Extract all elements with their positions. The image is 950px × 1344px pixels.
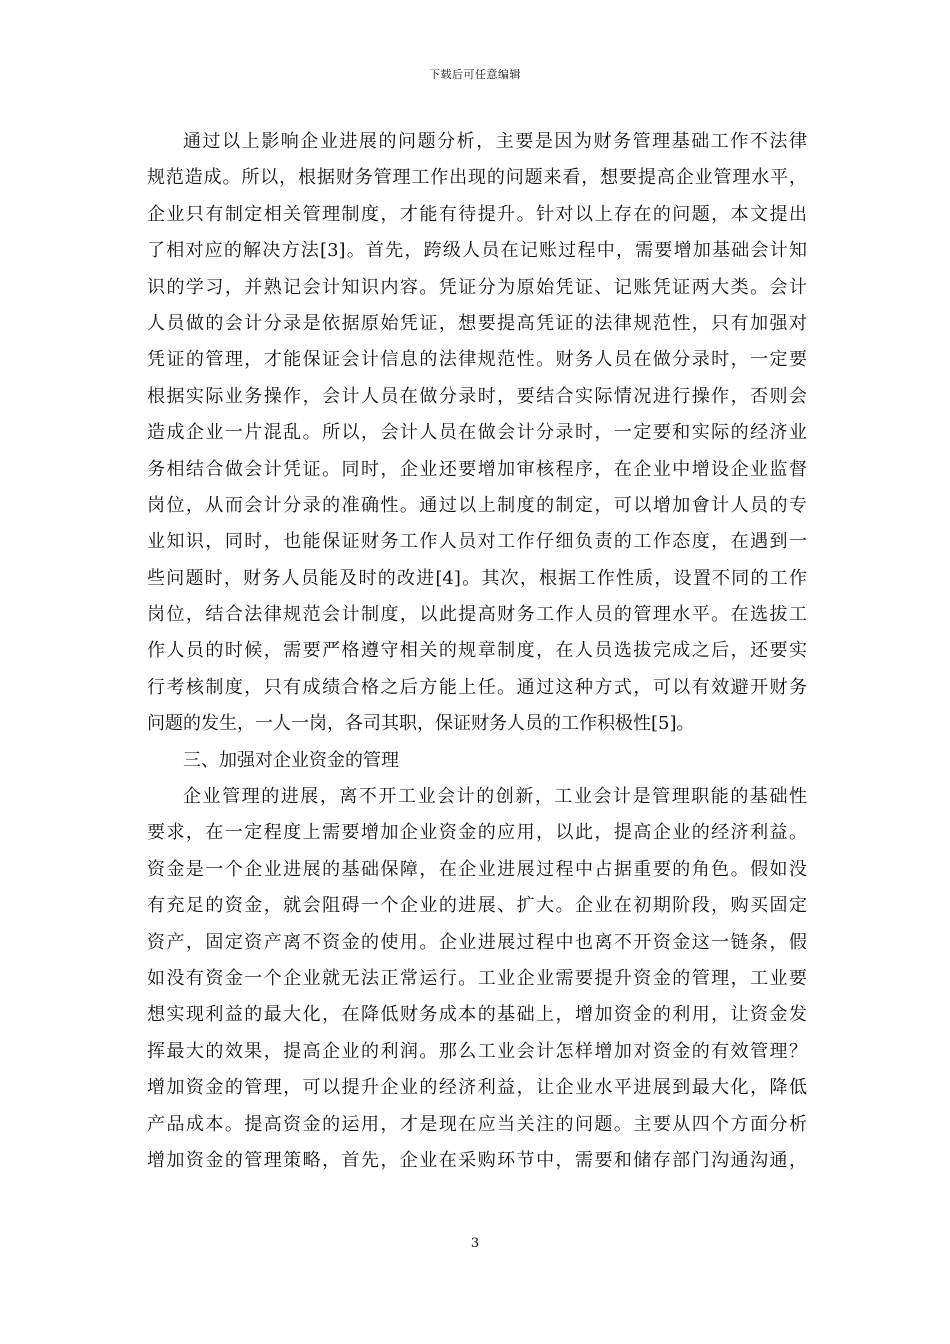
- text-line: 产品成本。提高资金的运用，才是现在应当关注的问题。主要从四个方面分析: [147, 1113, 807, 1135]
- paragraph-1: [147, 124, 807, 743]
- text-line: 问题的发生，一人一岗，各司其职，保证财务人员的工作积极性[5]。: [147, 713, 695, 735]
- text-line: 务相结合做会计凭证。同时，企业还要增加审核程序，在企业中增设企业监督: [147, 458, 807, 480]
- page-header: 下载后可任意编辑: [429, 68, 521, 81]
- text-line: 有充足的资金，就会阻碍一个企业的进展、扩大。企业在初期阶段，购买固定: [147, 895, 807, 917]
- text-line: 增加资金的管理，可以提升企业的经济利益，让企业水平进展到最大化，降低: [147, 1077, 807, 1099]
- text-line: 行考核制度，只有成绩合格之后方能上任。通过这种方式，可以有效避开财务: [147, 676, 807, 698]
- document-body: [147, 124, 807, 1179]
- section-heading: 三、加强对企业资金的管理: [183, 749, 399, 771]
- text-line: 造成企业一片混乱。所以，会计人员在做会计分录时，一定要和实际的经济业: [147, 422, 807, 444]
- text-line: 了相对应的解决方法[3]。首先，跨级人员在记账过程中，需要增加基础会计知: [147, 240, 807, 262]
- text-line: 凭证的管理，才能保证会计信息的法律规范性。财务人员在做分录时，一定要: [147, 349, 807, 371]
- text-line: 识的学习，并熟记会计知识内容。凭证分为原始凭证、记账凭证两大类。会计: [147, 276, 807, 298]
- text-line: 岗位，从而会计分录的准确性。通过以上制度的制定，可以增加會计人员的专: [147, 494, 807, 516]
- text-line: 通过以上影响企业进展的问题分析，主要是因为财务管理基础工作不法律: [183, 131, 807, 152]
- text-line: 增加资金的管理策略，首先，企业在采购环节中，需要和储存部门沟通沟通，: [147, 1149, 807, 1171]
- text-line: 企业管理的进展，离不开工业会计的创新，工业会计是管理职能的基础性: [183, 786, 807, 808]
- paragraph-2: [147, 779, 807, 1179]
- text-line: 想实现利益的最大化，在降低财务成本的基础上，增加资金的利用，让资金发: [147, 1004, 807, 1026]
- text-line: 挥最大的效果，提高企业的利润。那么工业会计怎样增加对资金的有效管理？: [147, 1040, 807, 1062]
- text-line: 岗位，结合法律规范会计制度，以此提高财务工作人员的管理水平。在选拔工: [147, 604, 807, 626]
- text-line: 根据实际业务操作，会计人员在做分录时，要结合实际情况进行操作，否则会: [147, 385, 807, 407]
- text-line: 规范造成。所以，根据财务管理工作出现的问题来看，想要提高企业管理水平，: [147, 167, 807, 189]
- text-line: 资金是一个企业进展的基础保障，在企业进展过程中占据重要的角色。假如没: [147, 858, 807, 880]
- text-line: 人员做的会计分录是依据原始凭证，想要提高凭证的法律规范性，只有加强对: [147, 312, 807, 334]
- text-line: 要求，在一定程度上需要增加企业资金的应用，以此，提高企业的经济利益。: [147, 822, 807, 844]
- page-number: 3: [470, 1236, 480, 1251]
- text-line: 企业只有制定相关管理制度，才能有待提升。针对以上存在的问题，本文提出: [147, 203, 807, 225]
- text-line: 业知识，同时，也能保证财务工作人员对工作仔细负责的工作态度，在遇到一: [147, 531, 807, 553]
- text-line: 些问题时，财务人员能及时的改进[4]。其次，根据工作性质，设置不同的工作: [147, 567, 807, 589]
- text-line: 资产，固定资产离不资金的使用。企业进展过程中也离不开资金这一链条，假: [147, 931, 807, 953]
- text-line: 作人员的时候，需要严格遵守相关的规章制度，在人员选拔完成之后，还要实: [147, 640, 807, 662]
- text-line: 如没有资金一个企业就无法正常运行。工业企业需要提升资金的管理，工业要: [147, 967, 807, 989]
